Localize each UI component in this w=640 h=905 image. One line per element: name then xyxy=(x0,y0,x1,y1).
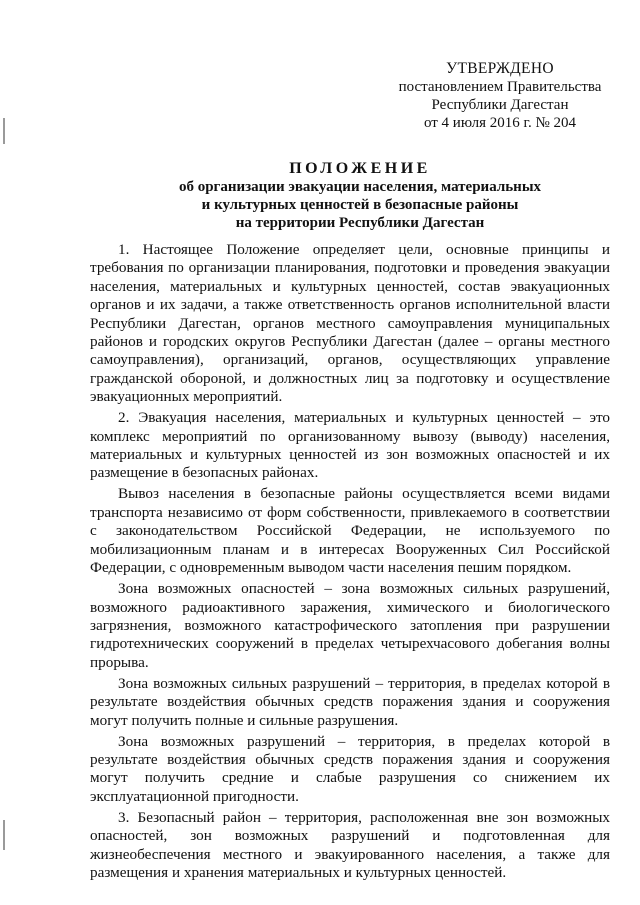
paragraph-7: 3. Безопасный район – территория, расположенная вне зон возможных опасностей, зон возможных разрушений и подготовленная для жизнеобеспечения местного и эвакуированного населения, а также для размещения и хранения материальных и культурных ценностей. xyxy=(90,808,610,881)
approval-line-1: постановлением Правительства xyxy=(398,79,602,95)
document-title: ПОЛОЖЕНИЕ xyxy=(289,160,431,177)
paragraph-6: Зона возможных разрушений – территория, в пределах которой в результате воздействия обычных средств поражения здания и сооружения могут получить средние и слабые разрушения со снижением их эксплуатационной пригодности. xyxy=(90,732,610,805)
approval-title: УТВЕРЖДЕНО xyxy=(446,60,554,77)
approval-line-2: Республики Дагестан xyxy=(431,97,569,113)
paragraph-3: Вывоз населения в безопасные районы осуществляется всеми видами транспорта независимо от форм собственности, привлекаемого в соответствии с законодательством Российской Федерации, не используемого по мобилизационным планам и в интересах Вооруженных Сил Российской Федерации, с одновременным выводом части населения пешим порядком. xyxy=(90,485,610,577)
document-subtitle-line-1: об организации эвакуации населения, материальных xyxy=(178,179,542,195)
paragraph-5: Зона возможных сильных разрушений – территория, в пределах которой в результате воздействия обычных средств поражения здания и сооружения могут получить полные и сильные разрушения. xyxy=(90,674,610,729)
document-subtitle-line-3: на территории Республики Дагестан xyxy=(235,215,485,231)
scan-edge-mark-bottom xyxy=(3,820,5,850)
document-subtitle-line-2: и культурных ценностей в безопасные районы xyxy=(201,197,519,213)
approval-line-3: от 4 июля 2016 г. № 204 xyxy=(423,115,577,131)
paragraph-1: 1. Настоящее Положение определяет цели, основные принципы и требования по организации планирования, подготовки и проведения эвакуации населения, материальных и культурных ценностей, состав эвакуационных органов и их задачи, а также ответственность органов исполнительной власти Республики Дагестан, органов местного самоуправления муниципальных районов и городских округов Республики Дагестан (далее – органы местного самоуправления), организаций, органов, осуществляющих управление гражданской обороной, и должностных лиц за подготовку и осуществление эвакуационных мероприятий. xyxy=(90,241,610,406)
document-body xyxy=(90,241,610,885)
paragraph-4: Зона возможных опасностей – зона возможных сильных разрушений, возможного радиоактивного заражения, химического и биологического загрязнения, возможного катастрофического затопления при разрушении гидротехнических сооружений в пределах четырехчасового добегания волны прорыва. xyxy=(90,580,610,671)
scan-edge-mark-top xyxy=(3,118,5,144)
document-heading xyxy=(140,160,580,232)
approval-stamp xyxy=(380,60,620,132)
paragraph-2: 2. Эвакуация населения, материальных и культурных ценностей – это комплекс мероприятий по организованному вывозу (выводу) населения, материальных и культурных ценностей из зон возможных опасностей и их размещение в безопасных районах. xyxy=(90,409,610,482)
